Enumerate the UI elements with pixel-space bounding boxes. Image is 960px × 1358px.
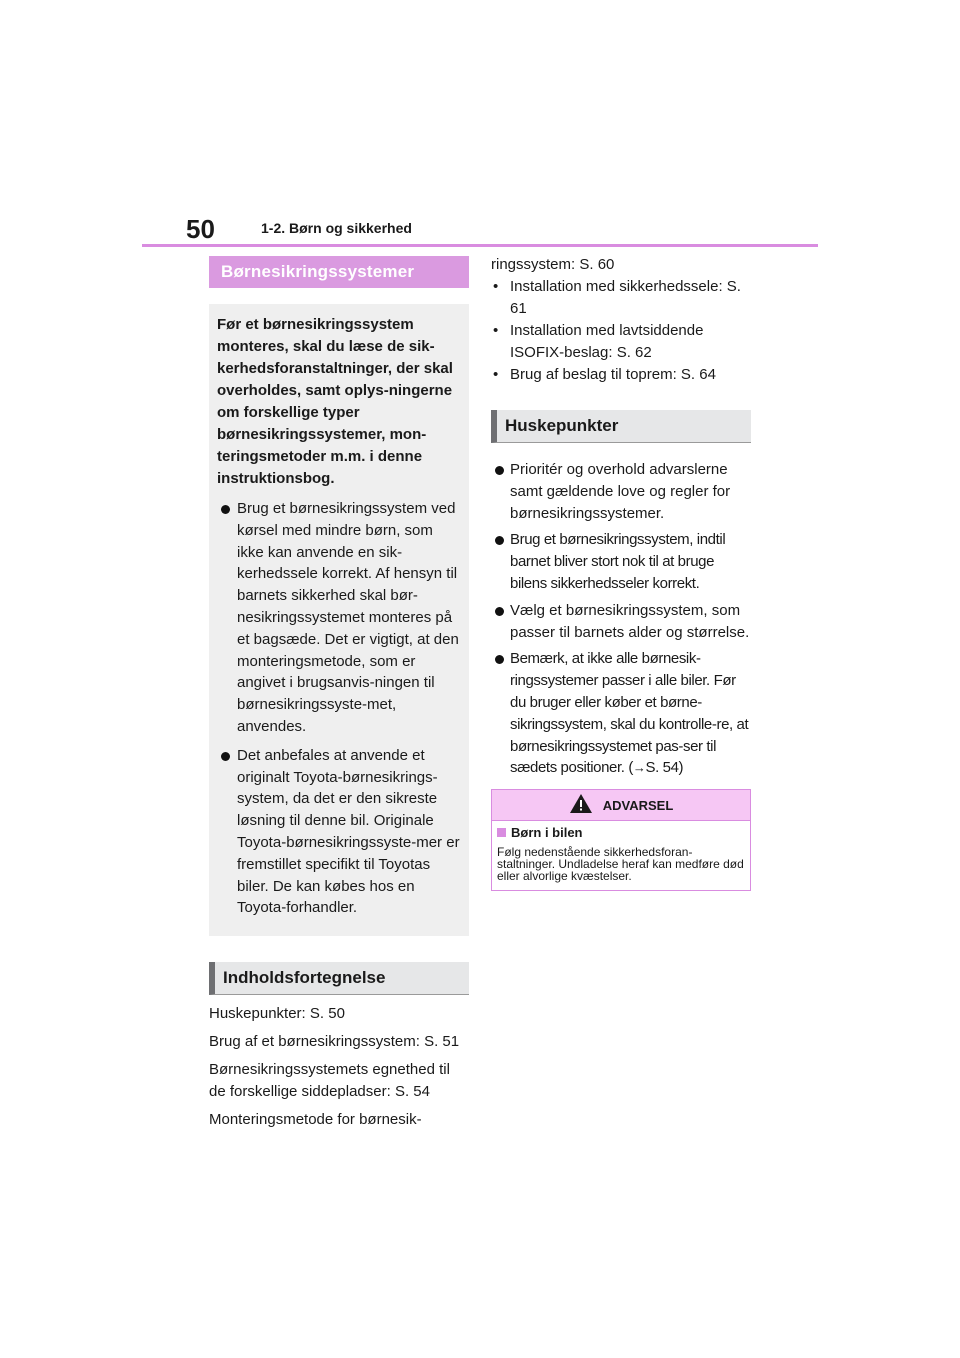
toc-sub-item [491, 364, 751, 386]
warning-header [492, 790, 750, 821]
ref-open: ( [624, 759, 633, 777]
bullet-icon [495, 536, 504, 545]
warning-title: ADVARSEL [602, 797, 674, 813]
warning-text: Følg nedenstående sikkerhedsforan-staltninger. Undladelse heraf kan medføre død eller alvorlige kvæstelser. [497, 845, 744, 884]
toc-sub-item [491, 276, 751, 320]
right-column [491, 254, 751, 891]
toc-item: Huskepunkter: S. 50 [209, 1005, 345, 1023]
bullet-text: Det anbefales at anvende et originalt Toyota-børnesikrings-system, da det er den sikreste løsning til denne bil. Originale Toyota-børnesikringssyste-mer er fremstillet specifikt til Toyotas biler. De kan købes hos en Toyota-forhandler. [237, 746, 460, 917]
list-item [217, 498, 461, 738]
bullet-text: Brug et børnesikringssystem ved kørsel med mindre børn, som ikke kan anvende en sik-kerhedssele korrekt. Af hensyn til barnets sikkerhed skal bør-nesikringssystemet monteres på et bagsæde. Det er vigtigt, at den monteringsmetode, som er angivet i brugsanvis-ningen til børnesikringssyste-met, anvendes. [237, 500, 459, 735]
warning-subheading-text: Børn i bilen [511, 825, 583, 841]
header-rule [142, 244, 818, 247]
list-item [491, 600, 751, 644]
list-item [491, 459, 751, 524]
bullet-text: Prioritér og overhold advarslerne samt gældende love og regler for børnesikringssystemer. [510, 461, 731, 522]
toc-sub-text: Installation med lavtsiddende ISOFIX-beslag: S. 62 [510, 322, 704, 361]
toc-sub-item [491, 320, 751, 364]
square-bullet-icon [497, 828, 506, 837]
intro-box [209, 304, 469, 936]
bullet-text: Vælg et børnesikringssystem, som passer til barnets alder og størrelse. [510, 601, 750, 641]
list-marker: • [493, 278, 499, 295]
huske-bullet-list [491, 459, 751, 779]
warning-subheading [497, 825, 745, 840]
intro-bullet-list [217, 498, 461, 919]
list-item [491, 529, 751, 594]
warning-box [491, 789, 751, 891]
left-column [209, 256, 469, 1131]
list-marker: • [493, 366, 499, 383]
breadcrumb: 1-2. Børn og sikkerhed [261, 220, 412, 236]
toc-item: Børnesikringssystemets egnethed til de forskellige siddepladser: S. 54 [209, 1061, 450, 1101]
toc-item: Monteringsmetode for børnesik- [209, 1111, 422, 1129]
toc-sub-list [491, 276, 751, 386]
list-item [491, 648, 751, 779]
arrow-icon: → [632, 760, 646, 776]
intro-text: Før et børnesikringssystem monteres, skal du læse de sik-kerhedsforanstaltninger, der skal overholdes, samt oplys-ningerne om forskellige typer børnesikringssystemer, mon-teringsmetoder m.m. i denne instruktionsbog. [217, 316, 453, 487]
bullet-icon [221, 505, 230, 514]
bullet-icon [495, 607, 504, 616]
page-number: 50 [186, 214, 215, 244]
warning-triangle-icon [569, 793, 593, 817]
section-title: Børnesikringssystemer [209, 256, 469, 288]
bullet-text: Bemærk, at ikke alle børnesik-ringssystemer passer i alle biler. Før du bruger eller køber et børne-sikringssystem, skal du kontrolle-re, at børnesikringssystemet pas-ser til sædets positioner. [510, 650, 749, 777]
toc-item: Brug af et børnesikringssystem: S. 51 [209, 1033, 460, 1051]
bullet-text: Brug et børnesikringssystem, indtil barnet bliver stort nok til at bruge bilens sikkerhedsseler korrekt. [510, 531, 726, 592]
toc-title: Indholdsfortegnelse [209, 962, 469, 995]
page-reference: S. 54) [645, 759, 684, 777]
huske-title: Huskepunkter [491, 410, 751, 443]
bullet-icon [221, 752, 230, 761]
bullet-icon [495, 655, 504, 664]
toc-sub-text: Installation med sikkerhedssele: S. 61 [510, 278, 741, 317]
warning-body [492, 821, 750, 890]
toc-sub-text: Brug af beslag til toprem: S. 64 [510, 366, 716, 383]
toc-continuation: ringssystem: S. 60 [491, 256, 615, 273]
list-marker: • [493, 322, 499, 339]
list-item [217, 745, 461, 919]
bullet-icon [495, 466, 504, 475]
